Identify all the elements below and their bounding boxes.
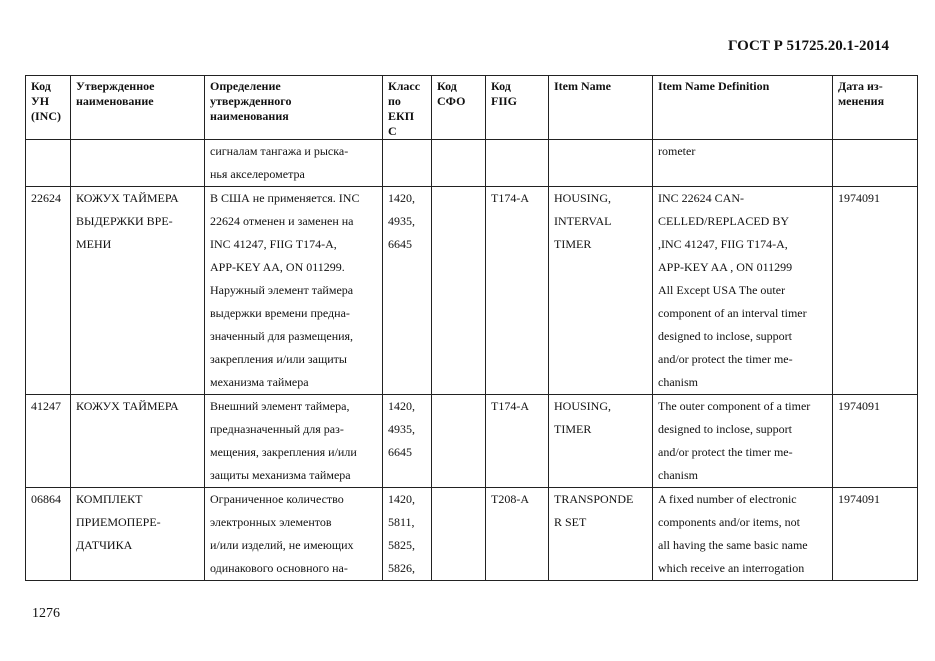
column-header-line: Класс — [388, 79, 421, 93]
cell-sfo — [432, 395, 486, 488]
column-header-line: С — [388, 124, 397, 138]
cell-line: which receive an interrogation — [658, 561, 805, 575]
cell-line: В США не применяется. INC — [210, 191, 360, 205]
cell-line — [76, 140, 204, 163]
cell-line: Внешний элемент таймера, — [210, 399, 350, 413]
column-header-fiig — [486, 76, 549, 140]
cell-line: APP-KEY AA , ON 011299 — [658, 260, 793, 274]
cell-line: designed to inclose, support — [658, 422, 792, 436]
cell-item-name — [549, 140, 653, 187]
cell-line: TIMER — [554, 422, 592, 436]
column-header-line: Код — [31, 79, 51, 93]
cell-line: выдержки времени предна- — [210, 306, 350, 320]
column-header-date — [833, 76, 918, 140]
cell-line: ,INC 41247, FIIG T174-A, — [658, 237, 788, 251]
column-header-line: УН — [31, 94, 50, 108]
cell-line: Наружный элемент таймера — [210, 283, 354, 297]
cell-line: INC 41247, FIIG T174-A, — [210, 237, 337, 251]
cell-line: 1420, — [388, 399, 415, 413]
cell-inc — [26, 140, 71, 187]
cell-line: and/or protect the timer me- — [658, 445, 793, 459]
cell-line: 5825, — [388, 538, 415, 552]
cell-line — [437, 488, 485, 511]
cell-line: 1420, — [388, 191, 415, 205]
cell-line: 22624 — [31, 191, 61, 205]
cell-line: component of an interval timer — [658, 306, 807, 320]
table-row — [26, 395, 918, 488]
cell-date — [833, 187, 918, 395]
cell-line: одинакового основного на- — [210, 561, 348, 575]
cell-line: INC 22624 CAN- — [658, 191, 744, 205]
cell-item-def — [653, 488, 833, 581]
cell-line: 5811, — [388, 515, 415, 529]
cell-class — [383, 488, 432, 581]
cell-line: HOUSING, — [554, 191, 611, 205]
cell-line: ДАТЧИКА — [76, 538, 133, 552]
cell-line: 41247 — [31, 399, 61, 413]
cell-item-name — [549, 395, 653, 488]
column-header-item-def — [653, 76, 833, 140]
cell-line: 1974091 — [838, 399, 880, 413]
cell-line: T174-A — [491, 191, 529, 205]
cell-line: 1974091 — [838, 492, 880, 506]
cell-name — [71, 488, 205, 581]
column-header-line: менения — [838, 94, 885, 108]
table-row — [26, 488, 918, 581]
cell-line: 1420, — [388, 492, 415, 506]
cell-line: 6645 — [388, 445, 412, 459]
cell-line: и/или изделий, не имеющих — [210, 538, 354, 552]
cell-line: 1974091 — [838, 191, 880, 205]
column-header-line: Item Name Definition — [658, 79, 770, 93]
cell-name — [71, 140, 205, 187]
cell-line: and/or protect the timer me- — [658, 352, 793, 366]
cell-line: 4935, — [388, 214, 415, 228]
column-header-line: Код — [491, 79, 511, 93]
cell-class — [383, 395, 432, 488]
column-header-line: Код — [437, 79, 457, 93]
cell-line: предназначенный для раз- — [210, 422, 344, 436]
column-header-line: Item Name — [554, 79, 611, 93]
cell-line: КОМПЛЕКТ — [76, 492, 143, 506]
classification-table — [25, 75, 918, 581]
cell-date — [833, 395, 918, 488]
column-header-line: наименования — [210, 109, 289, 123]
cell-line: APP-KEY AA, ON 011299. — [210, 260, 345, 274]
cell-line: R SET — [554, 515, 587, 529]
cell-line — [437, 140, 485, 163]
cell-item-def — [653, 187, 833, 395]
page-number: 1276 — [32, 606, 60, 621]
cell-line: закрепления и/или защиты — [210, 352, 347, 366]
cell-line: 6645 — [388, 237, 412, 251]
cell-date — [833, 488, 918, 581]
column-header-line: Утвержденное — [76, 79, 155, 93]
column-header-line: СФО — [437, 94, 466, 108]
column-header-line: утвержденного — [210, 94, 292, 108]
cell-line: КОЖУХ ТАЙМЕРА — [76, 399, 179, 413]
column-header-line: ЕКП — [388, 109, 415, 123]
cell-definition — [205, 488, 383, 581]
cell-item-def — [653, 395, 833, 488]
cell-name — [71, 395, 205, 488]
column-header-line: по — [388, 94, 401, 108]
cell-line: ВЫДЕРЖКИ ВРЕ- — [76, 214, 173, 228]
column-header-inc — [26, 76, 71, 140]
column-header-definition — [205, 76, 383, 140]
table-row — [26, 187, 918, 395]
cell-inc — [26, 395, 71, 488]
cell-line: TIMER — [554, 237, 592, 251]
cell-line: components and/or items, not — [658, 515, 800, 529]
cell-line: электронных элементов — [210, 515, 332, 529]
cell-line: механизма таймера — [210, 375, 309, 389]
cell-line: 22624 отменен и заменен на — [210, 214, 354, 228]
cell-inc — [26, 187, 71, 395]
cell-line: TRANSPONDE — [554, 492, 634, 506]
cell-line: 06864 — [31, 492, 61, 506]
cell-fiig — [486, 488, 549, 581]
cell-line — [437, 187, 485, 210]
cell-definition — [205, 140, 383, 187]
cell-line: МЕНИ — [76, 237, 112, 251]
cell-line: T174-A — [491, 399, 529, 413]
cell-inc — [26, 488, 71, 581]
cell-line: защиты механизма таймера — [210, 468, 351, 482]
cell-line: Ограниченное количество — [210, 492, 344, 506]
column-header-line: Дата из- — [838, 79, 883, 93]
cell-line: мещения, закрепления и/или — [210, 445, 357, 459]
cell-line: chanism — [658, 375, 698, 389]
cell-line: 5826, — [388, 561, 415, 575]
cell-fiig — [486, 395, 549, 488]
cell-sfo — [432, 488, 486, 581]
cell-line: HOUSING, — [554, 399, 611, 413]
cell-line — [31, 140, 70, 163]
cell-line: INTERVAL — [554, 214, 612, 228]
cell-sfo — [432, 140, 486, 187]
table-header-row — [26, 76, 918, 140]
cell-definition — [205, 187, 383, 395]
cell-line: ПРИЕМОПЕРЕ- — [76, 515, 161, 529]
cell-line: The outer component of a timer — [658, 399, 811, 413]
cell-line: T208-A — [491, 492, 529, 506]
cell-line — [491, 140, 548, 163]
cell-line: нья акселерометра — [210, 167, 305, 181]
cell-class — [383, 140, 432, 187]
cell-line — [388, 140, 431, 163]
cell-line: All Except USA The outer — [658, 283, 786, 297]
cell-sfo — [432, 187, 486, 395]
cell-line — [437, 395, 485, 418]
column-header-line: наименование — [76, 94, 154, 108]
cell-line: rometer — [658, 144, 696, 158]
cell-line: значенный для размещения, — [210, 329, 354, 343]
cell-line: all having the same basic name — [658, 538, 808, 552]
cell-line: КОЖУХ ТАЙМЕРА — [76, 191, 179, 205]
cell-line: 4935, — [388, 422, 415, 436]
cell-item-name — [549, 488, 653, 581]
table-row — [26, 140, 918, 187]
cell-fiig — [486, 140, 549, 187]
column-header-sfo — [432, 76, 486, 140]
column-header-line: FIIG — [491, 94, 518, 108]
cell-item-name — [549, 187, 653, 395]
cell-line — [838, 140, 917, 163]
cell-fiig — [486, 187, 549, 395]
column-header-class — [383, 76, 432, 140]
cell-name — [71, 187, 205, 395]
cell-definition — [205, 395, 383, 488]
column-header-name — [71, 76, 205, 140]
cell-line: chanism — [658, 468, 698, 482]
cell-line: A fixed number of electronic — [658, 492, 797, 506]
cell-line: сигналам тангажа и рыска- — [210, 144, 349, 158]
cell-item-def — [653, 140, 833, 187]
cell-line: CELLED/REPLACED BY — [658, 214, 789, 228]
cell-line: designed to inclose, support — [658, 329, 792, 343]
cell-class — [383, 187, 432, 395]
column-header-line: (INC) — [31, 109, 61, 123]
cell-line — [554, 140, 652, 163]
document-code: ГОСТ Р 51725.20.1-2014 — [727, 38, 889, 54]
column-header-line: Определение — [210, 79, 281, 93]
cell-date — [833, 140, 918, 187]
column-header-item-name — [549, 76, 653, 140]
